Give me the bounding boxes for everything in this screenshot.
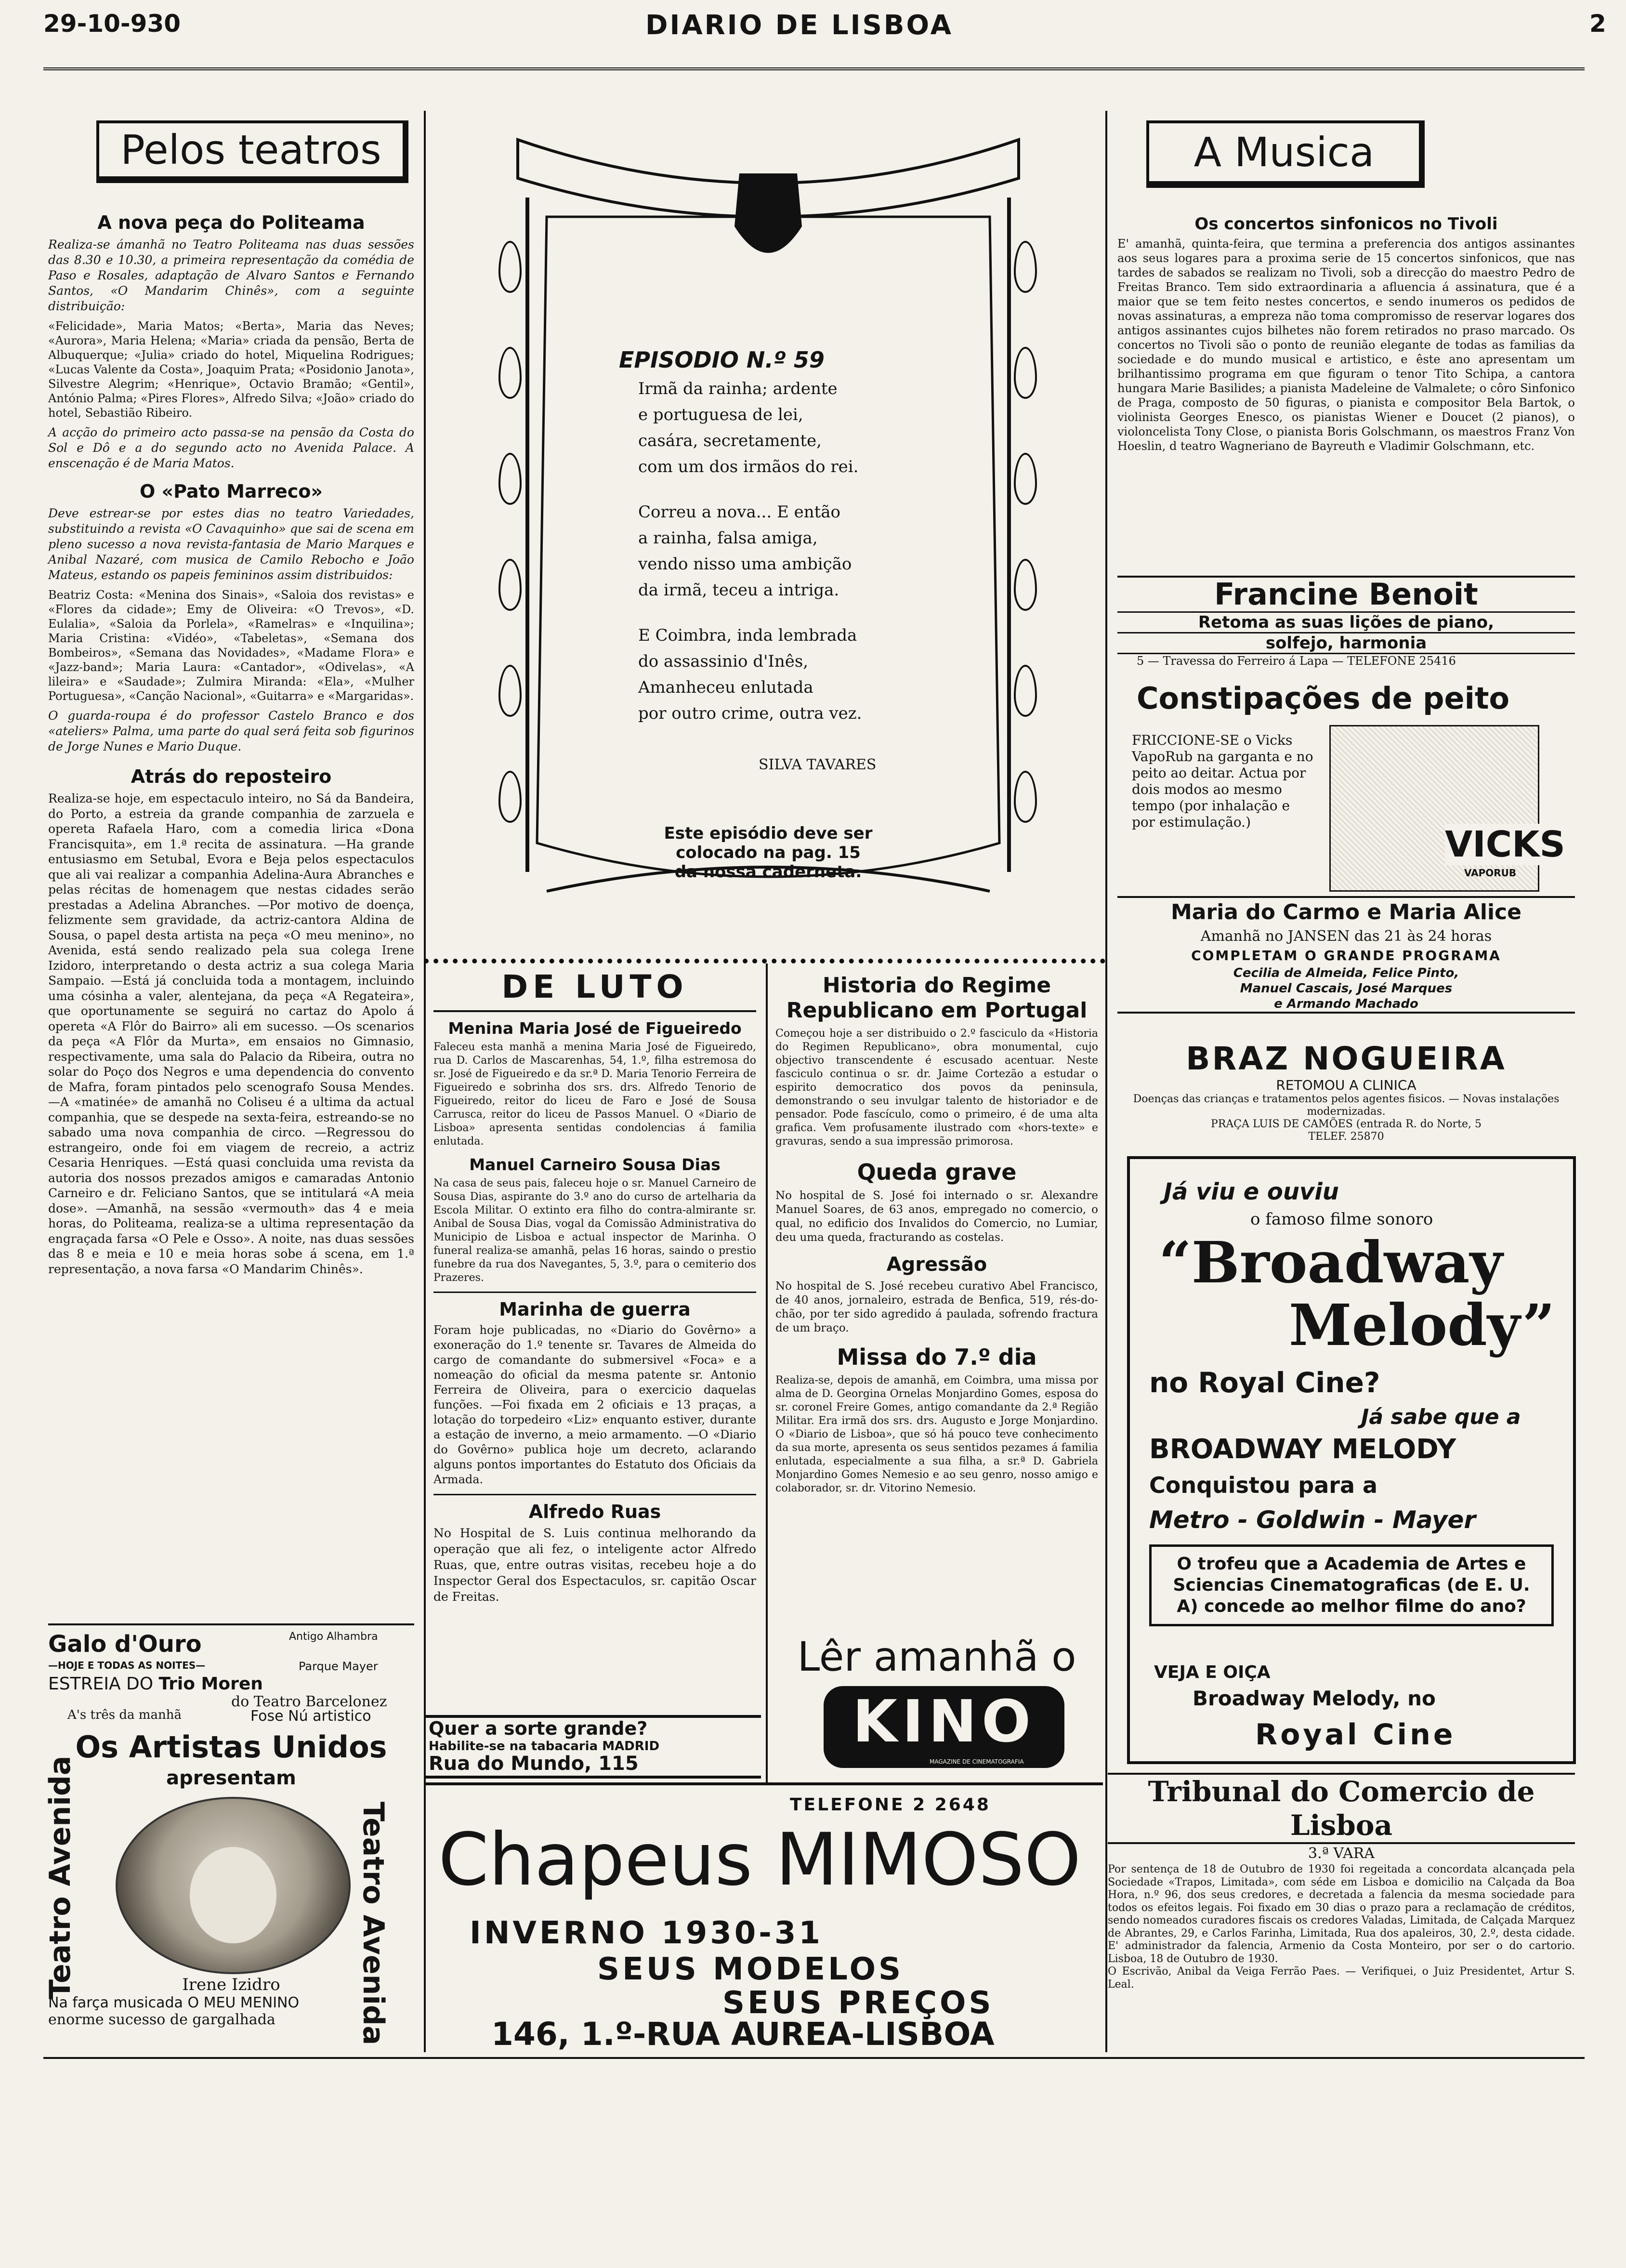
verse: por outro crime, outra vez.	[638, 704, 862, 723]
ad-text: Parque Mayer	[299, 1660, 378, 1673]
divider	[48, 1623, 414, 1625]
ad-title: Constipações de peito	[1137, 681, 1510, 716]
episode-note	[585, 824, 951, 882]
divider	[424, 959, 1105, 963]
ad-text: A's três da manhã	[67, 1708, 182, 1722]
ad-text: o famoso filme sonoro	[1250, 1210, 1433, 1229]
column-rule	[766, 963, 768, 1782]
ad-text: Metro - Goldwin - Mayer	[1149, 1506, 1476, 1534]
ad-address: 146, 1.º-RUA AUREA-LISBOA	[491, 2016, 995, 2053]
ad-box: O trofeu que a Academia de Artes e Sciencias Cinematograficas (de E. U. A) concede ao melhor filme do ano?	[1149, 1544, 1554, 1626]
ad-text: apresentam	[166, 1767, 296, 1789]
article-body: Foram hoje publicadas, no «Diario do Govêrno» a exoneração do 1.º tenente sr. Tavares de Almeida do cargo de comandante do submersivel «Foca» e a nomeação do oficial da mesma patente sr. Antonio Ferreira de Oliveira, para o exercicio daquelas funções. —Foi fixada em 2 oficiais e 13 praças, a lotação do torpedeiro «Liz» enquanto estiver, durante a estação de inverno, a meio armamento. —O «Diario do Govêrno» publica hoje um decreto, aclarando alguns pontos importantes do Estatuto dos Oficiais da Armada.	[433, 1323, 756, 1486]
article-body: A acção do primeiro acto passa-se na pensão da Costa do Sol e Dô e a do segundo acto no Avenida Palace. A enscenação é de Maria Matos.	[48, 425, 414, 470]
portrait-photo	[116, 1797, 351, 1974]
ad-galo-douro	[48, 1631, 414, 1725]
ad-text: Já sabe que a	[1361, 1405, 1521, 1429]
article-title: A nova peça do Politeama	[97, 212, 365, 233]
ad-text: enorme sucesso de gargalhada	[48, 2011, 275, 2028]
ad-text	[48, 1674, 263, 1694]
ad-kino	[771, 1633, 1103, 1773]
article-title: Menina Maria José de Figueiredo	[448, 1019, 742, 1038]
article-body: No hospital de S. José foi internado o sr. Alexandre Manuel Soares, de 63 anos, empregado no comercio, o qual, no edificio dos Invalidos do Comercio, no Lumiar, deu uma queda, fracturando as costelas.	[775, 1189, 1098, 1244]
ad-title-part: MIMOSO	[775, 1818, 1081, 1902]
article-title: Marinha de guerra	[499, 1299, 691, 1320]
article-body: Beatriz Costa: «Menina dos Sinais», «Saloia dos revistas» e «Flores da cidade»; Emy de Oliveira: «O Trevos», «D. Eulalia», «Saloia da Porlela», «Ramelras» e «Inquilina»; Maria Cristina: «Vidéo», «Tabeletas», «Semana dos Bombeiros», «Semana das Novidades», «Madame Flora» e «Jazz-band»; Maria Laura: «Cantador», «Odivelas», «A lileira» e «Saudade»; Zulmira Miranda: «Ela», «Mulher Portuguesa», «Canção Nacional», «Guitarra» e «Margaridas».	[48, 588, 414, 703]
ad-text: MAGAZINE DE CINEMATOGRAFIA	[930, 1758, 1024, 1765]
ad-braz-nogueira	[1117, 1040, 1575, 1143]
ad-text: Retoma as suas lições de piano,	[1117, 611, 1575, 632]
ad-side-text: Teatro Avenida	[43, 1755, 77, 1999]
ad-text: Royal Cine	[1255, 1718, 1456, 1752]
verse: da irmã, teceu a intriga.	[638, 580, 839, 600]
column-rule	[1105, 111, 1107, 2052]
ad-text: Na farça musicada O MEU MENINO	[48, 1994, 300, 2011]
newspaper-title: DIARIO DE LISBOA	[645, 10, 953, 41]
ad-text: ESTREIA DO	[48, 1674, 154, 1694]
verse: Irmã da rainha; ardente	[638, 379, 838, 398]
poem-author: SILVA TAVARES	[759, 756, 877, 773]
section-header-luto: DE LUTO	[433, 968, 756, 1012]
verse: casára, secretamente,	[638, 431, 822, 450]
ad-text: Rua do Mundo, 115	[429, 1753, 639, 1775]
ad-text: Conquistou para a	[1149, 1472, 1378, 1498]
bottom-rule	[43, 2057, 1585, 2059]
ad-broadway-melody	[1127, 1156, 1576, 1764]
episode-title: EPISODIO N.º 59	[619, 347, 825, 373]
teatros-column	[48, 212, 414, 1277]
article-body: Faleceu esta manhã a menina Maria José de Figueiredo, rua D. Carlos de Mascarenhas, 54, 1.º, filha estremosa do sr. José de Figueiredo e da sr.ª D. Maria Tenorio Ferreira de Figueiredo e sobrinha dos srs. drs. Alfredo Tenorio de Figueiredo, reitor do liceu de Faro e José de Sousa Carrusca, reitor do liceu de Passos Manuel. O «Diario de Lisboa» apresenta sentidas condolencias á familia enlutada.	[433, 1041, 756, 1147]
ad-text: COMPLETAM O GRANDE PROGRAMA	[1191, 948, 1501, 963]
article-body: No Hospital de S. Luis continua melhorando da operação que ali fez, o inteligente actor Alfredo Ruas, que, entre outras visitas, recebeu hoje a do Inspector Geral dos Espectaculos, sr. capitão Oscar de Freitas.	[433, 1526, 756, 1604]
article-lead: Realiza-se ámanhã no Teatro Politeama nas duas sessões das 8.30 e 10.30, a primeira representação da comédia de Paso e Rosales, adaptação de Alvaro Santos e Fernando Santos, «O Mandarim Chinês», com a seguinte distribuição:	[48, 237, 414, 313]
ad-text: no Royal Cine?	[1149, 1366, 1380, 1399]
article-title: Manuel Carneiro Sousa Dias	[469, 1155, 721, 1174]
article-body: Na casa de seus pais, faleceu hoje o sr. Manuel Carneiro de Sousa Dias, aspirante do 3.º ano do curso de artelharia da Escola Militar. O extinto era filho do contra-almirante sr. Anibal de Sousa Dias, vogal da Comissão Administrativa do Municipio de Lisboa e actual inspector de Marinha. O funeral realiza-se amanhã, pelas 16 horas, saindo o prestio funebre da rua dos Navegantes, 5, 3.º, para o cemiterio dos Prazeres.	[433, 1177, 756, 1284]
ad-title: Os Artistas Unidos	[75, 1729, 387, 1765]
ad-text: 5 — Travessa do Ferreiro á Lapa — TELEFONE 25416	[1117, 653, 1575, 668]
poem	[638, 376, 862, 726]
article-title: Queda grave	[857, 1159, 1017, 1185]
ad-tabacaria	[424, 1715, 761, 1779]
ad-text: VAPORUB	[1464, 867, 1517, 879]
article-title: O «Pato Marreco»	[140, 481, 323, 502]
ad-text: Lêr amanhã o	[797, 1633, 1076, 1680]
ad-title: Galo d'Ouro	[48, 1631, 202, 1658]
ad-title-part: Chapeus	[438, 1818, 753, 1902]
article-signature: O Escrivão, Anibal da Veiga Ferrão Paes. — Verifiquei, o Juiz Presidentet, Artur S. Leal.	[1108, 1965, 1575, 1991]
article-body: O guarda-roupa é do professor Castelo Branco e dos «ateliers» Palma, uma parte do qual será feita sob figurinos de Jorge Nunes e Mario Duque.	[48, 709, 414, 753]
article-title: Tribunal do Comercio de Lisboa	[1108, 1773, 1575, 1844]
article-title: Alfredo Ruas	[528, 1501, 661, 1522]
episodio-frame	[489, 120, 1048, 949]
note-line: da nossa caderneta.	[674, 862, 862, 882]
ad-vicks	[1117, 679, 1575, 896]
section-header-musica: A Musica	[1146, 120, 1425, 188]
ad-text: RETOMOU A CLINICA	[1276, 1077, 1416, 1093]
verse: Amanheceu enlutada	[638, 678, 813, 697]
article-body: Começou hoje a ser distribuido o 2.º fasciculo da «Historia do Regimen Republicano», obra monumental, cujo objectivo transcendente é escusado acentuar. Neste fasciculo continua o sr. dr. Jaime Cortezão a estudar o espirito democratico dos povos da peninsula, demonstrando o seu invulgar talento de historiador e de pensador. Pode fascículo, como o primeiro, é de uma alta grafica. Vem profusamente ilustrado com «hors-texte» e gravuras, sendo a sua impressão primorosa.	[775, 1028, 1098, 1147]
movie-title: “Broadway	[1159, 1229, 1503, 1296]
verse: Correu a nova... E então	[638, 502, 841, 522]
article-title: Os concertos sinfonicos no Tivoli	[1194, 214, 1498, 234]
ad-maria-do-carmo	[1117, 896, 1575, 1014]
ad-text: Já viu e ouviu	[1164, 1178, 1339, 1205]
movie-title: Melody”	[1289, 1292, 1555, 1358]
article-title: Historia do Regime Republicano em Portugal	[786, 973, 1088, 1023]
kino-logo: KINO	[852, 1688, 1036, 1755]
ad-text: TELEFONE 2 2648	[790, 1795, 991, 1815]
ad-text: FRICCIONE-SE o Vicks VapoRub na garganta e no peito ao deitar. Actua por dois modos ao mesmo tempo (por inhalação e por estimulação.)	[1132, 732, 1313, 830]
tribunal-notice	[1108, 1773, 1575, 1991]
ad-text: Antigo Alhambra	[289, 1631, 378, 1643]
ad-artistas-unidos	[43, 1729, 414, 2045]
ad-text: Fose Nú artistico	[250, 1708, 371, 1725]
ad-text: BROADWAY MELODY	[1149, 1434, 1456, 1465]
ad-title: Francine Benoit	[1214, 577, 1478, 612]
ad-text: e Armando Machado	[1274, 997, 1418, 1011]
ad-text: solfejo, harmonia	[1117, 632, 1575, 653]
verse: e portuguesa de lei,	[638, 405, 803, 424]
ad-text: —HOJE E TODAS AS NOITES—	[48, 1660, 206, 1671]
article-title: Missa do 7.º dia	[837, 1344, 1037, 1370]
verse: vendo nisso uma ambição	[638, 554, 852, 574]
historia-column	[775, 973, 1098, 1495]
portrait-face	[190, 1847, 276, 1943]
section-header-teatros: Pelos teatros	[96, 120, 408, 183]
article-subtitle: 3.ª VARA	[1308, 1845, 1375, 1862]
issue-date: 29-10-930	[43, 10, 181, 38]
top-rule	[43, 67, 1585, 70]
ad-text: TELEF. 25870	[1308, 1131, 1384, 1143]
ad-francine	[1117, 576, 1575, 668]
verse: do assassinio d'Inês,	[638, 652, 809, 671]
article-title: Agressão	[886, 1253, 987, 1276]
ad-text: Cecilia de Almeida, Felice Pinto,	[1233, 966, 1459, 980]
luto-column	[433, 968, 756, 1605]
note-line: colocado na pag. 15	[676, 843, 861, 862]
ad-highlight: Trio Moren	[158, 1674, 263, 1694]
article-body: Realiza-se, depois de amanhã, em Coimbra, uma missa por alma de D. Georgina Ornelas Monjardino Gomes, esposa do sr. coronel Freire Gomes, antigo comandante da 2.ª Região Militar. Era irmã dos srs. drs. Augusto e Jorge Monjardino. O «Diario de Lisboa», que só há pouco teve conhecimento da sua morte, apresenta os seus sentidos pezames á familia enlutada, especialmente a sua filha, a sr.ª D. Gabriela Monjardino Gomes Nemesio e ao seu genro, nosso amigo e colaborador, sr. dr. Vitorino Nemesio.	[775, 1374, 1098, 1494]
verse: a rainha, falsa amiga,	[638, 528, 818, 548]
ad-title	[438, 1818, 1081, 1902]
ad-text: INVERNO 1930-31	[470, 1915, 823, 1951]
note-line: Este episódio deve ser	[664, 824, 873, 843]
ad-title: BRAZ NOGUEIRA	[1186, 1040, 1507, 1077]
ad-text: PRAÇA LUIS DE CAMÕES (entrada R. do Norte, 5	[1211, 1118, 1482, 1130]
article-body: Por sentença de 18 de Outubro de 1930 foi regeitada a concordata alcançada pela Sociedade «Trapos, Limitada», com séde em Lisboa e domicilio na Calçada da Boa Hora, n.º 96, dos seus credores, e decretada a falencia da mesma sociedade para todos os efeitos legais. Foi fixado em 30 dias o prazo para a reclamação de créditos, sendo nomeados curadores fiscais os credores Valadas, Limitada, de Calçada Marquez de Abrantes, 29, e Carlos Farinha, Limitada, Rua dos apaleiros, 30, 2.º, desta cidade. E' administrador da falencia, Armenio da Costa Monteiro, por ser o do cartorio. Lisboa, 18 de Outubro de 1930.	[1108, 1863, 1575, 1965]
musica-column	[1117, 214, 1575, 453]
article-body: «Felicidade», Maria Matos; «Berta», Maria das Neves; «Aurora», Maria Helena; «Maria» criada da pensão, Berta de Albuquerque; «Julia» criado do hotel, Miquelina Rodrigues; «Lucas Valente da Costa», Joaquim Prata; «Posidonio Janota», Silvestre Alegrim; «Henrique», Octavio Bramão; «Gentil», António Palma; «Pires Flores», Alfredo Silva; «João» criado do hotel, Sebastião Ribeiro.	[48, 319, 414, 420]
ad-title: Maria do Carmo e Maria Alice	[1171, 900, 1521, 924]
ad-text: Manuel Cascais, José Marques	[1240, 981, 1453, 996]
ad-text: Broadway Melody, no	[1193, 1687, 1436, 1710]
article-body: E' amanhã, quinta-feira, que termina a preferencia dos antigos assinantes aos seus logares para a proxima serie de 15 concertos sinfonicos, que nas tardes de sabados se realizam no Tivoli, sob a direcção do maestro Pedro de Freitas Branco. Tem sido extraordinaria a afluencia á assinatura, que é a maior que se tem feito nestes concertos, e sendo inumeros os pedidos de novas assinaturas, a empreza não toma compromisso de reservar logares dos antigos assinantes cujos bilhetes não forem retirados no praso marcado. Os concertos no Tivoli são o ponto de reunião elegante de todas as familias da sociedade e do mundo musical e artistico, e êste ano apresentam um brilhantissimo programa em que figuram o tenor Tito Schipa, a cantora hungara Marie Basilides; a pianista Madeleine de Valmalete; o côro Sinfonico de Praga, composto de 50 figuras, o pianista e compositor Bela Bartok, o violinista Georges Enesco, os pianistas Wiener e Doucet (2 pianos), o violoncelista Tony Close, o pianista Boris Golschmann, os maestros Franz Von Hoeslin, d teatro Wagneriano de Bayreuth e Vladimir Golschmann, etc.	[1117, 237, 1575, 453]
ad-text: Doenças das crianças e tratamentos pelos agentes fisicos. — Novas instalações modernizadas.	[1133, 1093, 1560, 1118]
ad-text: Irene Izidro	[182, 1975, 280, 1994]
vicks-logo: VICKS	[1445, 824, 1565, 865]
ad-chapeus-mimoso	[424, 1782, 1103, 2055]
ad-side-text: Teatro Avenida	[356, 1802, 390, 2045]
ad-text: Habilite-se na tabacaria MADRID	[429, 1739, 660, 1754]
ad-text: SEUS PREÇOS	[722, 1985, 994, 2021]
ad-text: VEJA E OIÇA	[1154, 1662, 1271, 1682]
verse: com um dos irmãos do rei.	[638, 457, 859, 476]
ad-text: do Teatro Barcelonez	[231, 1693, 387, 1710]
ad-text: Amanhã no JANSEN das 21 às 24 horas	[1200, 928, 1492, 945]
ad-title: Quer a sorte grande?	[429, 1718, 648, 1739]
page-number: 2	[1589, 10, 1606, 38]
article-lead: Deve estrear-se por estes dias no teatro Variedades, substituindo a revista «O Cavaquinho» que sai de scena em pleno sucesso a nova revista-fantasia de Mario Marques e Anibal Nazaré, com musica de Camilo Rebocho e João Mateus, estando os papeis femininos assim distribuidos:	[48, 506, 414, 582]
article-title: Atrás do reposteiro	[131, 766, 332, 787]
ad-text: SEUS MODELOS	[597, 1952, 904, 1987]
article-body: No hospital de S. José recebeu curativo Abel Francisco, de 40 anos, jornaleiro, estrada de Benfica, 519, rés-do-chão, por ter sido agredido á paulada, sofrendo fractura de um braço.	[775, 1280, 1098, 1334]
verse: E Coimbra, inda lembrada	[638, 626, 857, 645]
article-body: Realiza-se hoje, em espectaculo inteiro, no Sá da Bandeira, do Porto, a estreia da grande companhia de zarzuela e opereta Rafaela Haro, com a comedia lirica «Dona Francisquita», em 1.ª recita de assinatura. —Ha grande entusiasmo em Setubal, Evora e Beja pelos espectaculos que ali vai realizar a companhia Adelina-Aura Abranches e pelas récitas de homenagem que nestas cidades serão prestadas a Adelina Abranches. —Por motivo de doença, felizmente sem gravidade, da actriz-cantora Aldina de Sousa, o papel desta artista na peça «O meu menino», no Avenida, está sendo realizado pela sua colega Irene Izidoro, interpretando o desta actriz a sua colega Maria Sampaio. —Está já concluida toda a montagem, incluindo uma cósinha a valer, alentejana, da peça «A Regateira», que oportunamente se seguirá no cartaz do Apolo á opereta «A Flôr do Bairro» ali em sucesso. —Os scenarios da peça «A Flôr da Murta», em ensaios no Gimnasio, respectivamente, uma sala do Palacio da Ribeira, outra no solar do Poço dos Negros e uma dependencia do convento de Mafra, foram pintados pelo scenografo Sousa Mendes. —A «matinée» de amanhã no Coliseu é a ultima da actual companhia, que se despede na sexta-feira, estreando-se no sabado uma nova companhia de circo. —Regressou do estrangeiro, onde foi em viagem de recreio, a actriz Cesaria Henriques. —Está quasi concluida uma revista da autoria dos nossos prezados amigos e camaradas Antonio Carneiro e dr. Feliciano Santos, que se intitulará «A meia dose». —Amanhã, na sessão «vermouth» das 4 e meia horas, do Politeama, realiza-se a ultima representação da engraçada farsa «O Pele e Osso». A noite, nas duas sessões das 8 e meia e 10 e meia horas sobe á scena, em 1.ª representação, a nova farsa «O Mandarim Chinês».	[48, 791, 414, 1276]
